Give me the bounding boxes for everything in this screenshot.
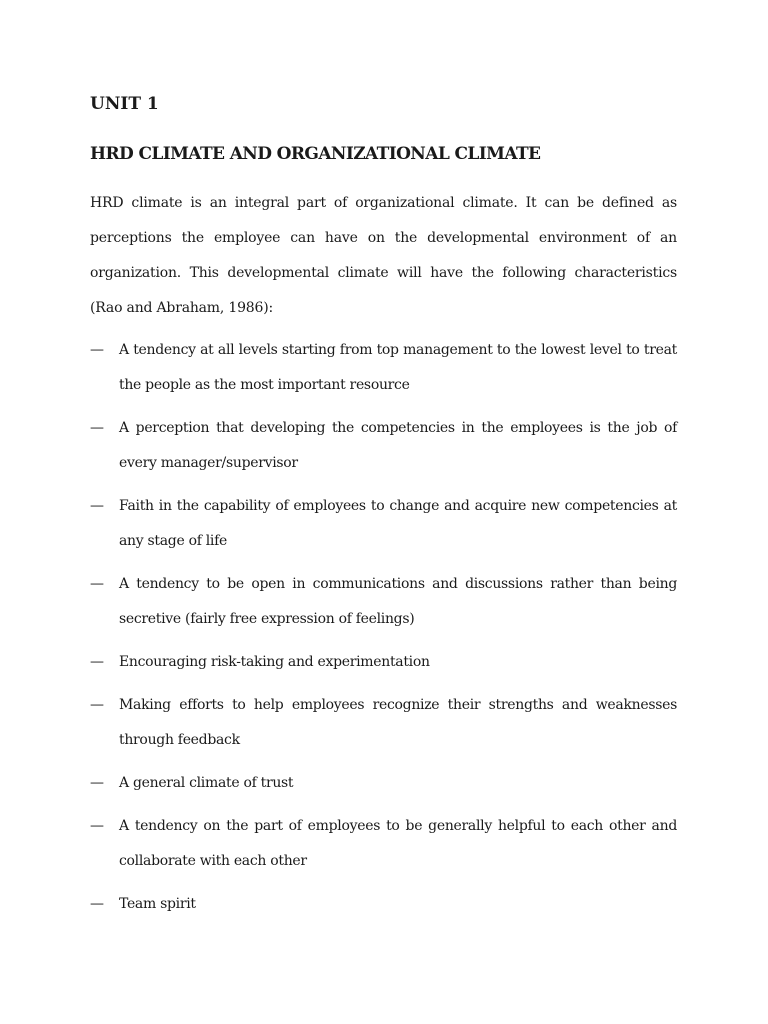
list-item [90, 645, 677, 680]
list-item-text: Faith in the capability of employees to change and acquire new competencies at any stage of life [119, 498, 677, 549]
section-title: HRD CLIMATE AND ORGANIZATIONAL CLIMATE [90, 144, 541, 164]
list-item-text: Team spirit [119, 896, 196, 912]
list-item-text: A general climate of trust [119, 775, 294, 791]
list-item-text: Making efforts to help employees recognize their strengths and weaknesses through feedback [119, 697, 677, 748]
list-item [90, 766, 677, 801]
list-item [90, 489, 677, 559]
list-item-text: A tendency at all levels starting from top management to the lowest level to treat the people as the most important resource [119, 342, 677, 393]
list-item [90, 411, 677, 481]
list-item-text: A tendency to be open in communications and discussions rather than being secretive (fairly free expression of feelings) [119, 576, 677, 627]
dash-bullet-icon: — [90, 818, 104, 834]
characteristics-list [90, 333, 677, 930]
list-item-text: A perception that developing the competencies in the employees is the job of every manager/supervisor [119, 420, 677, 471]
dash-bullet-icon: — [90, 654, 104, 670]
unit-title: UNIT 1 [90, 94, 159, 114]
dash-bullet-icon: — [90, 775, 104, 791]
list-item [90, 567, 677, 637]
list-item-text: Encouraging risk-taking and experimentation [119, 654, 430, 670]
list-item [90, 887, 677, 922]
dash-bullet-icon: — [90, 342, 104, 358]
list-item [90, 333, 677, 403]
dash-bullet-icon: — [90, 576, 104, 592]
list-item [90, 809, 677, 879]
dash-bullet-icon: — [90, 420, 104, 436]
dash-bullet-icon: — [90, 697, 104, 713]
intro-paragraph: HRD climate is an integral part of organizational climate. It can be defined as perceptions the employee can have on the developmental environment of an organization. This developmental climate will have the following characteristics (Rao and Abraham, 1986): [90, 195, 677, 316]
list-item-text: A tendency on the part of employees to be generally helpful to each other and collaborate with each other [119, 818, 677, 869]
list-item [90, 688, 677, 758]
dash-bullet-icon: — [90, 896, 104, 912]
dash-bullet-icon: — [90, 498, 104, 514]
